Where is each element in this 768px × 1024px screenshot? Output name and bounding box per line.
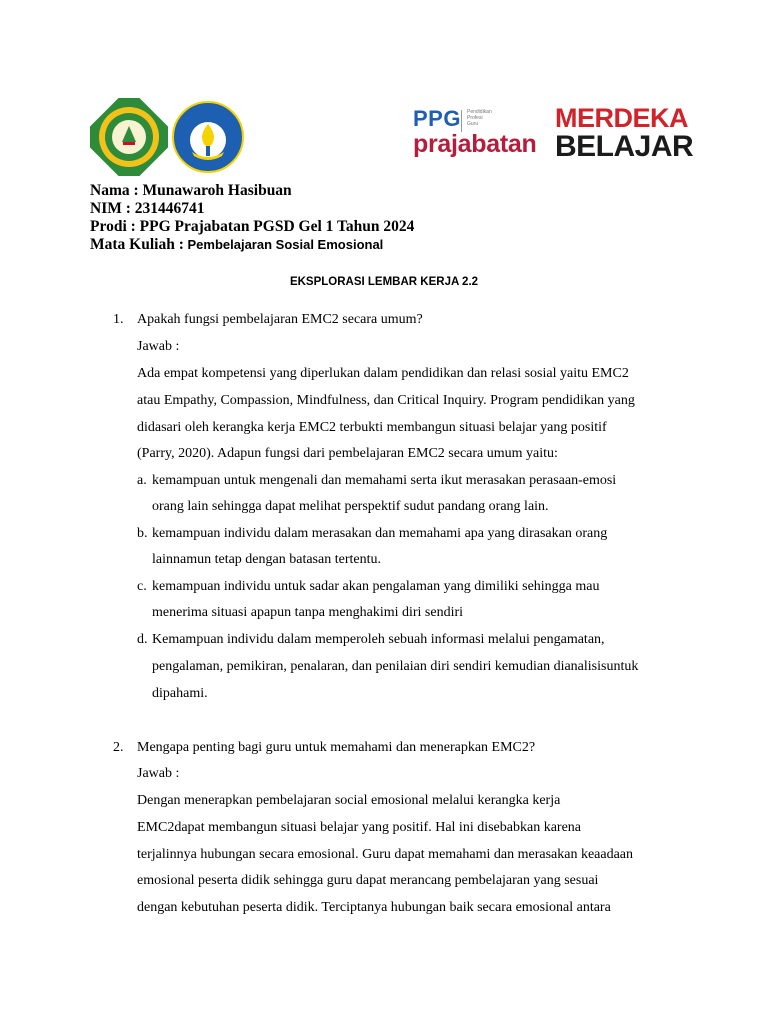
student-prodi: Prodi : PPG Prajabatan PGSD Gel 1 Tahun 2024 — [90, 218, 415, 235]
list-item-line: pengalaman, pemikiran, penalaran, dan penilaian diri sendiri kemudian dianalisisuntuk — [152, 659, 639, 674]
course-label: Mata Kuliah : — [90, 236, 184, 253]
answer-2-line: dengan kebutuhan peserta didik. Terciptanya hubungan baik secara emosional antara — [137, 900, 611, 915]
answer-2-line: terjalinnya hubungan secara emosional. Guru dapat memahami dan merasakan keaadaan — [137, 847, 634, 862]
course-line — [90, 236, 414, 254]
worksheet-title: EKSPLORASI LEMBAR KERJA 2.2 — [289, 276, 479, 288]
prajabatan-logo-text: prajabatan — [413, 130, 537, 158]
course-value: Pembelajaran Sosial Emosional — [183, 237, 384, 252]
belajar-logo-text: BELAJAR — [555, 130, 694, 163]
answer-2-line: emosional peserta didik sehingga guru dapat merancang pembelajaran yang sesuai — [137, 873, 599, 888]
answer-2-line: EMC2dapat membangun situasi belajar yang positif. Hal ini disebabkan karena — [137, 820, 581, 835]
answer-2-line: Dengan menerapkan pembelajaran social emosional melalui kerangka kerja — [137, 793, 561, 808]
answer-1-line: didasari oleh kerangka kerja EMC2 terbukti membangun situasi belajar yang positif — [137, 420, 607, 435]
question-2-answer-label: Jawab : — [137, 766, 180, 781]
ppg-logo-text: PPG — [413, 106, 461, 131]
list-item-marker: c. — [137, 579, 147, 594]
answer-1-line: (Parry, 2020). Adapun fungsi dari pembelajaran EMC2 secara umum yaitu: — [137, 446, 558, 461]
list-item-line: kemampuan individu untuk sadar akan pengalaman yang dimiliki sehingga mau — [152, 579, 600, 594]
ppg-logo-divider — [461, 110, 462, 132]
tut-wuri-handayani-logo — [170, 100, 246, 174]
question-1-number: 1. — [113, 312, 124, 327]
answer-1-line: atau Empathy, Compassion, Mindfulness, dan Critical Inquiry. Program pendidikan yang — [137, 393, 635, 408]
question-1-answer-label: Jawab : — [137, 339, 180, 354]
student-nim: NIM : 231446741 — [90, 200, 205, 217]
question-2-text: Mengapa penting bagi guru untuk memahami dan menerapkan EMC2? — [137, 740, 536, 755]
question-2-number: 2. — [113, 740, 124, 755]
university-logo — [90, 98, 168, 176]
list-item-line: Kemampuan individu dalam memperoleh sebuah informasi melalui pengamatan, — [152, 632, 605, 647]
list-item-line: kemampuan individu dalam merasakan dan memahami apa yang dirasakan orang — [152, 526, 608, 541]
list-item-line: lainnamun tetap dengan batasan tertentu. — [152, 552, 381, 567]
list-item-line: orang lain sehingga dapat melihat perspektif sudut pandang orang lain. — [152, 499, 549, 514]
ppg-prajabatan-logo — [413, 106, 543, 166]
answer-1-line: Ada empat kompetensi yang diperlukan dalam pendidikan dan relasi sosial yaitu EMC2 — [137, 366, 629, 381]
list-item-marker: b. — [137, 526, 148, 541]
list-item-marker: d. — [137, 632, 148, 647]
question-1-text: Apakah fungsi pembelajaran EMC2 secara umum? — [137, 312, 423, 327]
list-item-line: menerima situasi apapun tanpa menghakimi diri sendiri — [152, 605, 464, 620]
merdeka-logo-text: MERDEKA — [555, 103, 689, 133]
student-identity — [90, 182, 414, 254]
list-item-line: kemampuan untuk mengenali dan memahami serta ikut merasakan perasaan-emosi — [152, 473, 617, 488]
student-name: Nama : Munawaroh Hasibuan — [90, 182, 292, 199]
header-logos — [90, 96, 694, 176]
list-item-marker: a. — [137, 473, 147, 488]
list-item-line: dipahami. — [152, 686, 208, 701]
ppg-logo-subtext: Pendidikan Profesi Guru — [467, 109, 492, 127]
